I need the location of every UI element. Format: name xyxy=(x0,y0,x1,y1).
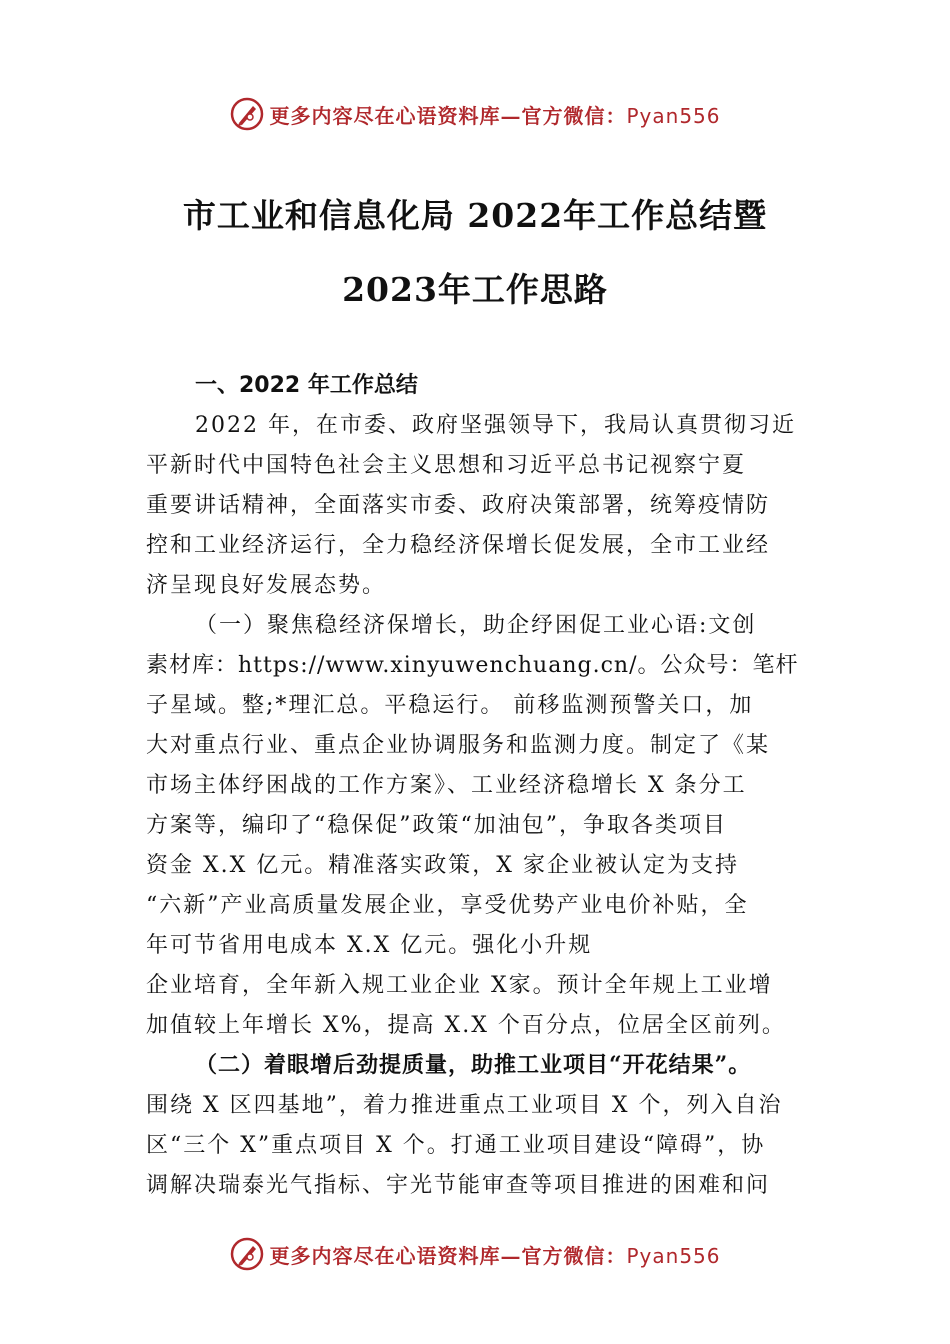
banner-text: 更多内容尽在心语资料库—官方微信： xyxy=(269,103,627,128)
footer-banner xyxy=(0,1234,950,1274)
document-title-line2: 2023年工作思路 xyxy=(342,270,608,309)
body-line: 方案等，编印了“稳保促”政策“加油包”，争取各类项目 xyxy=(146,813,727,838)
body-line: 济呈现良好发展态势。 xyxy=(146,573,387,598)
body-line: 年可节省用电成本 X.X 亿元。强化小升规 xyxy=(146,933,593,958)
banner-text: 更多内容尽在心语资料库—官方微信： xyxy=(269,1243,627,1268)
document-title-line1: 市工业和信息化局 2022年工作总结暨 xyxy=(182,196,768,235)
body-line: 子星域。整;*理汇总。平稳运行。 前移监测预警关口，加 xyxy=(146,693,754,718)
body-line: 围绕 X 区四基地”，着力推进重点工业项目 X 个，列入自治 xyxy=(146,1093,783,1118)
body-line: 市场主体纾困战的工作方案》、工业经济稳增长 X 条分工 xyxy=(146,773,747,798)
pen-logo-icon xyxy=(229,96,265,132)
pen-logo-icon xyxy=(229,1236,265,1272)
body-line: 调解决瑞泰光气指标、宇光节能审查等项目推进的困难和问 xyxy=(146,1173,771,1198)
body-line: “六新”产业高质量发展企业，享受优势产业电价补贴，全 xyxy=(146,893,749,918)
body-line: 加值较上年增长 X%，提高 X.X 个百分点，位居全区前列。 xyxy=(146,1013,786,1038)
body-line: 2022 年，在市委、政府坚强领导下，我局认真贯彻习近 xyxy=(195,413,796,438)
banner-handle: Pyan556 xyxy=(626,103,721,128)
body-line: 控和工业经济运行，全力稳经济保增长促发展，全市工业经 xyxy=(146,533,771,558)
body-line: 区“三个 X”重点项目 X 个。打通工业项目建设“障碍”，协 xyxy=(146,1133,766,1158)
body-line: 素材库：https://www.xinyuwenchuang.cn/。公众号：笔杆 xyxy=(146,653,799,678)
body-line: （一）聚焦稳经济保增长，助企纾困促工业心语:文创 xyxy=(195,613,757,638)
body-line: 企业培育，全年新入规工业企业 X家。预计全年规上工业增 xyxy=(146,973,773,998)
header-banner xyxy=(0,94,950,134)
subsection-heading: （二）着眼增后劲提质量，助推工业项目“开花结果”。 xyxy=(195,1052,752,1078)
banner-handle: Pyan556 xyxy=(626,1243,721,1268)
body-line: 大对重点行业、重点企业协调服务和监测力度。制定了《某 xyxy=(146,733,771,758)
body-line: 重要讲话精神，全面落实市委、政府决策部署，统筹疫情防 xyxy=(146,493,771,518)
body-line: 资金 X.X 亿元。精准落实政策，X 家企业被认定为支持 xyxy=(146,853,739,878)
body-line: 平新时代中国特色社会主义思想和习近平总书记视察宁夏 xyxy=(146,453,747,478)
section-heading: 一、2022 年工作总结 xyxy=(195,373,418,398)
